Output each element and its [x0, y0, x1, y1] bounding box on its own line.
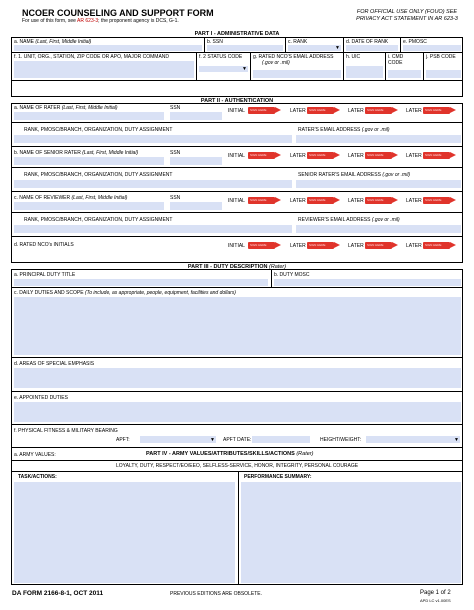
senior-rank-field[interactable] [14, 180, 292, 188]
regulation-link[interactable]: AR 623-3 [77, 18, 99, 24]
chevron-down-icon[interactable]: ▼ [454, 437, 459, 443]
senior-rank-label: RANK, PMOSC/BRANCH, ORGANIZATION, DUTY ASSIGNMENT [24, 172, 173, 178]
ssn-field[interactable] [207, 45, 283, 51]
reviewer-name-label: c. NAME OF REVIEWER (Last, First, Middle Initial) [14, 195, 128, 201]
rater-name-field[interactable] [14, 112, 164, 120]
rater-initial-sign-button[interactable]: SIGN HERE [248, 107, 275, 114]
height-weight-select[interactable] [366, 436, 460, 443]
performance-field[interactable] [241, 482, 461, 583]
rated-initial-label: INITIAL [228, 243, 245, 249]
rank-select[interactable] [288, 45, 341, 51]
psb-code-label: j. PSB CODE [426, 54, 456, 60]
senior-later-sign-button-3[interactable]: SIGN HERE [423, 152, 450, 159]
cmd-code-field[interactable] [388, 70, 421, 78]
senior-later-sign-button-2[interactable]: SIGN HERE [365, 152, 392, 159]
name-field[interactable] [14, 45, 202, 51]
rated-later-sign-button-1[interactable]: SIGN HERE [307, 242, 334, 249]
rater-ssn-label: SSN [170, 105, 181, 111]
status-code-select[interactable] [199, 66, 248, 72]
form-subtitle: For use of this form, see AR 623-3; the proponent agency is DCS, G-1. [22, 18, 179, 24]
rated-initial-sign-button[interactable]: SIGN HERE [248, 242, 275, 249]
rater-rank-label: RANK, PMOSC/BRANCH, ORGANIZATION, DUTY ASSIGNMENT [24, 127, 173, 133]
reviewer-email-field[interactable] [296, 225, 461, 233]
rated-initials-label: d. RATED NCO's INITIALS [14, 242, 74, 248]
cmd-code-label: i. CMD CODE [388, 54, 404, 66]
senior-initial-label: INITIAL [228, 153, 245, 159]
rater-name-label: a. NAME OF RATER (Last, First, Middle Initial) [14, 105, 118, 111]
reviewer-later-label-3: LATER [406, 198, 422, 204]
rater-email-field[interactable] [296, 135, 461, 143]
rated-later-label-3: LATER [406, 243, 422, 249]
reviewer-later-sign-button-3[interactable]: SIGN HERE [423, 197, 450, 204]
rated-later-label-1: LATER [290, 243, 306, 249]
reviewer-name-field[interactable] [14, 202, 164, 210]
principal-duty-label: a. PRINCIPAL DUTY TITLE [14, 272, 76, 278]
rated-later-sign-button-2[interactable]: SIGN HERE [365, 242, 392, 249]
rated-later-label-2: LATER [348, 243, 364, 249]
unit-label: f. 1. UNIT, ORG., STATION, ZIP CODE OR APO, MAJOR COMMAND [14, 54, 170, 60]
part4-heading: PART IV - ARMY VALUES/ATTRIBUTES/SKILLS/ACTIONS (Rater) [146, 451, 314, 457]
rater-later-sign-button-3[interactable]: SIGN HERE [423, 107, 450, 114]
values-line: LOYALTY, DUTY, RESPECT/EO/EEO, SELFLESS-SERVICE, HONOR, INTEGRITY, PERSONAL COURAGE [116, 463, 359, 469]
duty-mosc-field[interactable] [274, 279, 461, 286]
unit-field[interactable] [14, 61, 194, 78]
senior-later-sign-button-1[interactable]: SIGN HERE [307, 152, 334, 159]
reviewer-later-sign-button-2[interactable]: SIGN HERE [365, 197, 392, 204]
editions-notice: PREVIOUS EDITIONS ARE OBSOLETE. [170, 591, 262, 597]
senior-name-field[interactable] [14, 157, 164, 165]
rater-later-sign-button-1[interactable]: SIGN HERE [307, 107, 334, 114]
senior-email-field[interactable] [296, 180, 461, 188]
reviewer-rank-label: RANK, PMOSC/BRANCH, ORGANIZATION, DUTY ASSIGNMENT [24, 217, 173, 223]
duty-mosc-label: b. DUTY MOSC [274, 272, 310, 278]
rater-later-label-2: LATER [348, 108, 364, 114]
apft-date-field[interactable] [252, 436, 310, 443]
special-emphasis-label: d. AREAS OF SPECIAL EMPHASIS [14, 361, 95, 367]
pmosc-field[interactable] [403, 45, 461, 51]
tasks-field[interactable] [14, 482, 235, 583]
fitness-label: f. PHYSICAL FITNESS & MILITARY BEARING [14, 428, 118, 434]
tasks-label: TASK/ACTIONS: [18, 474, 57, 480]
nco-email-label: g. RATED NCO'S EMAIL ADDRESS [253, 54, 334, 60]
senior-name-label: b. NAME OF SENIOR RATER (Last, First, Middle Initial) [14, 150, 139, 156]
fouo-notice: FOR OFFICIAL USE ONLY (FOUO) SEE PRIVACY ACT STATEMENT IN AR 623-3 [356, 9, 458, 22]
ssn-label: b. SSN [207, 39, 223, 45]
page-number: Page 1 of 2 [420, 590, 451, 596]
principal-duty-field[interactable] [14, 279, 268, 286]
reviewer-initial-sign-button[interactable]: SIGN HERE [248, 197, 275, 204]
chevron-down-icon[interactable]: ▼ [210, 437, 215, 443]
form-title: NCOER COUNSELING AND SUPPORT FORM [22, 8, 214, 18]
reviewer-ssn-field[interactable] [170, 202, 222, 210]
rank-label: c. RANK [288, 39, 308, 45]
apft-label: APFT: [116, 437, 130, 443]
apft-select[interactable] [140, 436, 216, 443]
chevron-down-icon[interactable]: ▼ [335, 45, 340, 51]
senior-email-label: SENIOR RATER'S EMAIL ADDRESS (.gov or .mil) [298, 172, 411, 178]
status-code-label: f. 2 STATUS CODE [199, 54, 243, 60]
army-values-label: a. ARMY VALUES: [14, 452, 56, 458]
senior-initial-sign-button[interactable]: SIGN HERE [248, 152, 275, 159]
reviewer-rank-field[interactable] [14, 225, 292, 233]
height-weight-label: HEIGHT/WEIGHT: [320, 437, 362, 443]
rater-ssn-field[interactable] [170, 112, 222, 120]
daily-duties-field[interactable] [14, 297, 461, 355]
senior-later-label-3: LATER [406, 153, 422, 159]
version-label: APD LC v1.00ES [420, 598, 451, 603]
part3-heading: PART III - DUTY DESCRIPTION (Rater) [11, 262, 463, 270]
senior-ssn-label: SSN [170, 150, 181, 156]
appointed-duties-field[interactable] [14, 402, 461, 422]
part2-heading: PART II - AUTHENTICATION [11, 96, 463, 104]
nco-email-hint: (.gov or .mil) [262, 60, 290, 66]
uic-field[interactable] [346, 66, 383, 78]
reviewer-later-sign-button-1[interactable]: SIGN HERE [307, 197, 334, 204]
pmosc-label: e. PMOSC [403, 39, 427, 45]
uic-label: h. UIC [346, 54, 361, 60]
special-emphasis-field[interactable] [14, 368, 461, 388]
appointed-duties-label: e. APPOINTED DUTIES [14, 395, 68, 401]
performance-label: PERFORMANCE SUMMARY: [244, 474, 312, 480]
reviewer-ssn-label: SSN [170, 195, 181, 201]
reviewer-email-label: REVIEWER'S EMAIL ADDRESS (.gov or .mil) [298, 217, 400, 223]
senior-later-label-2: LATER [348, 153, 364, 159]
reviewer-initial-label: INITIAL [228, 198, 245, 204]
senior-later-label-1: LATER [290, 153, 306, 159]
reviewer-later-label-1: LATER [290, 198, 306, 204]
rater-initial-label: INITIAL [228, 108, 245, 114]
rater-later-sign-button-2[interactable]: SIGN HERE [365, 107, 392, 114]
rater-later-label-1: LATER [290, 108, 306, 114]
chevron-down-icon[interactable]: ▼ [242, 66, 247, 72]
reviewer-later-label-2: LATER [348, 198, 364, 204]
nco-email-field[interactable] [253, 70, 341, 78]
daily-duties-label: c. DAILY DUTIES AND SCOPE (To include, as appropriate, people, equipment, facilities and dollars) [14, 290, 236, 296]
form-id: DA FORM 2166-8-1, OCT 2011 [12, 590, 104, 597]
psb-code-field[interactable] [426, 70, 461, 78]
rater-later-label-3: LATER [406, 108, 422, 114]
part1-heading: PART I - ADMINISTRATIVE DATA [11, 30, 463, 38]
senior-ssn-field[interactable] [170, 157, 222, 165]
name-label: a. NAME (Last, First, Middle Initial) [14, 39, 92, 45]
date-of-rank-field[interactable] [346, 45, 398, 51]
date-of-rank-label: d. DATE OF RANK [346, 39, 389, 45]
rater-rank-field[interactable] [14, 135, 292, 143]
apft-date-label: APFT DATE: [223, 437, 252, 443]
rater-email-label: RATER'S EMAIL ADDRESS (.gov or .mil) [298, 127, 390, 133]
rated-later-sign-button-3[interactable]: SIGN HERE [423, 242, 450, 249]
